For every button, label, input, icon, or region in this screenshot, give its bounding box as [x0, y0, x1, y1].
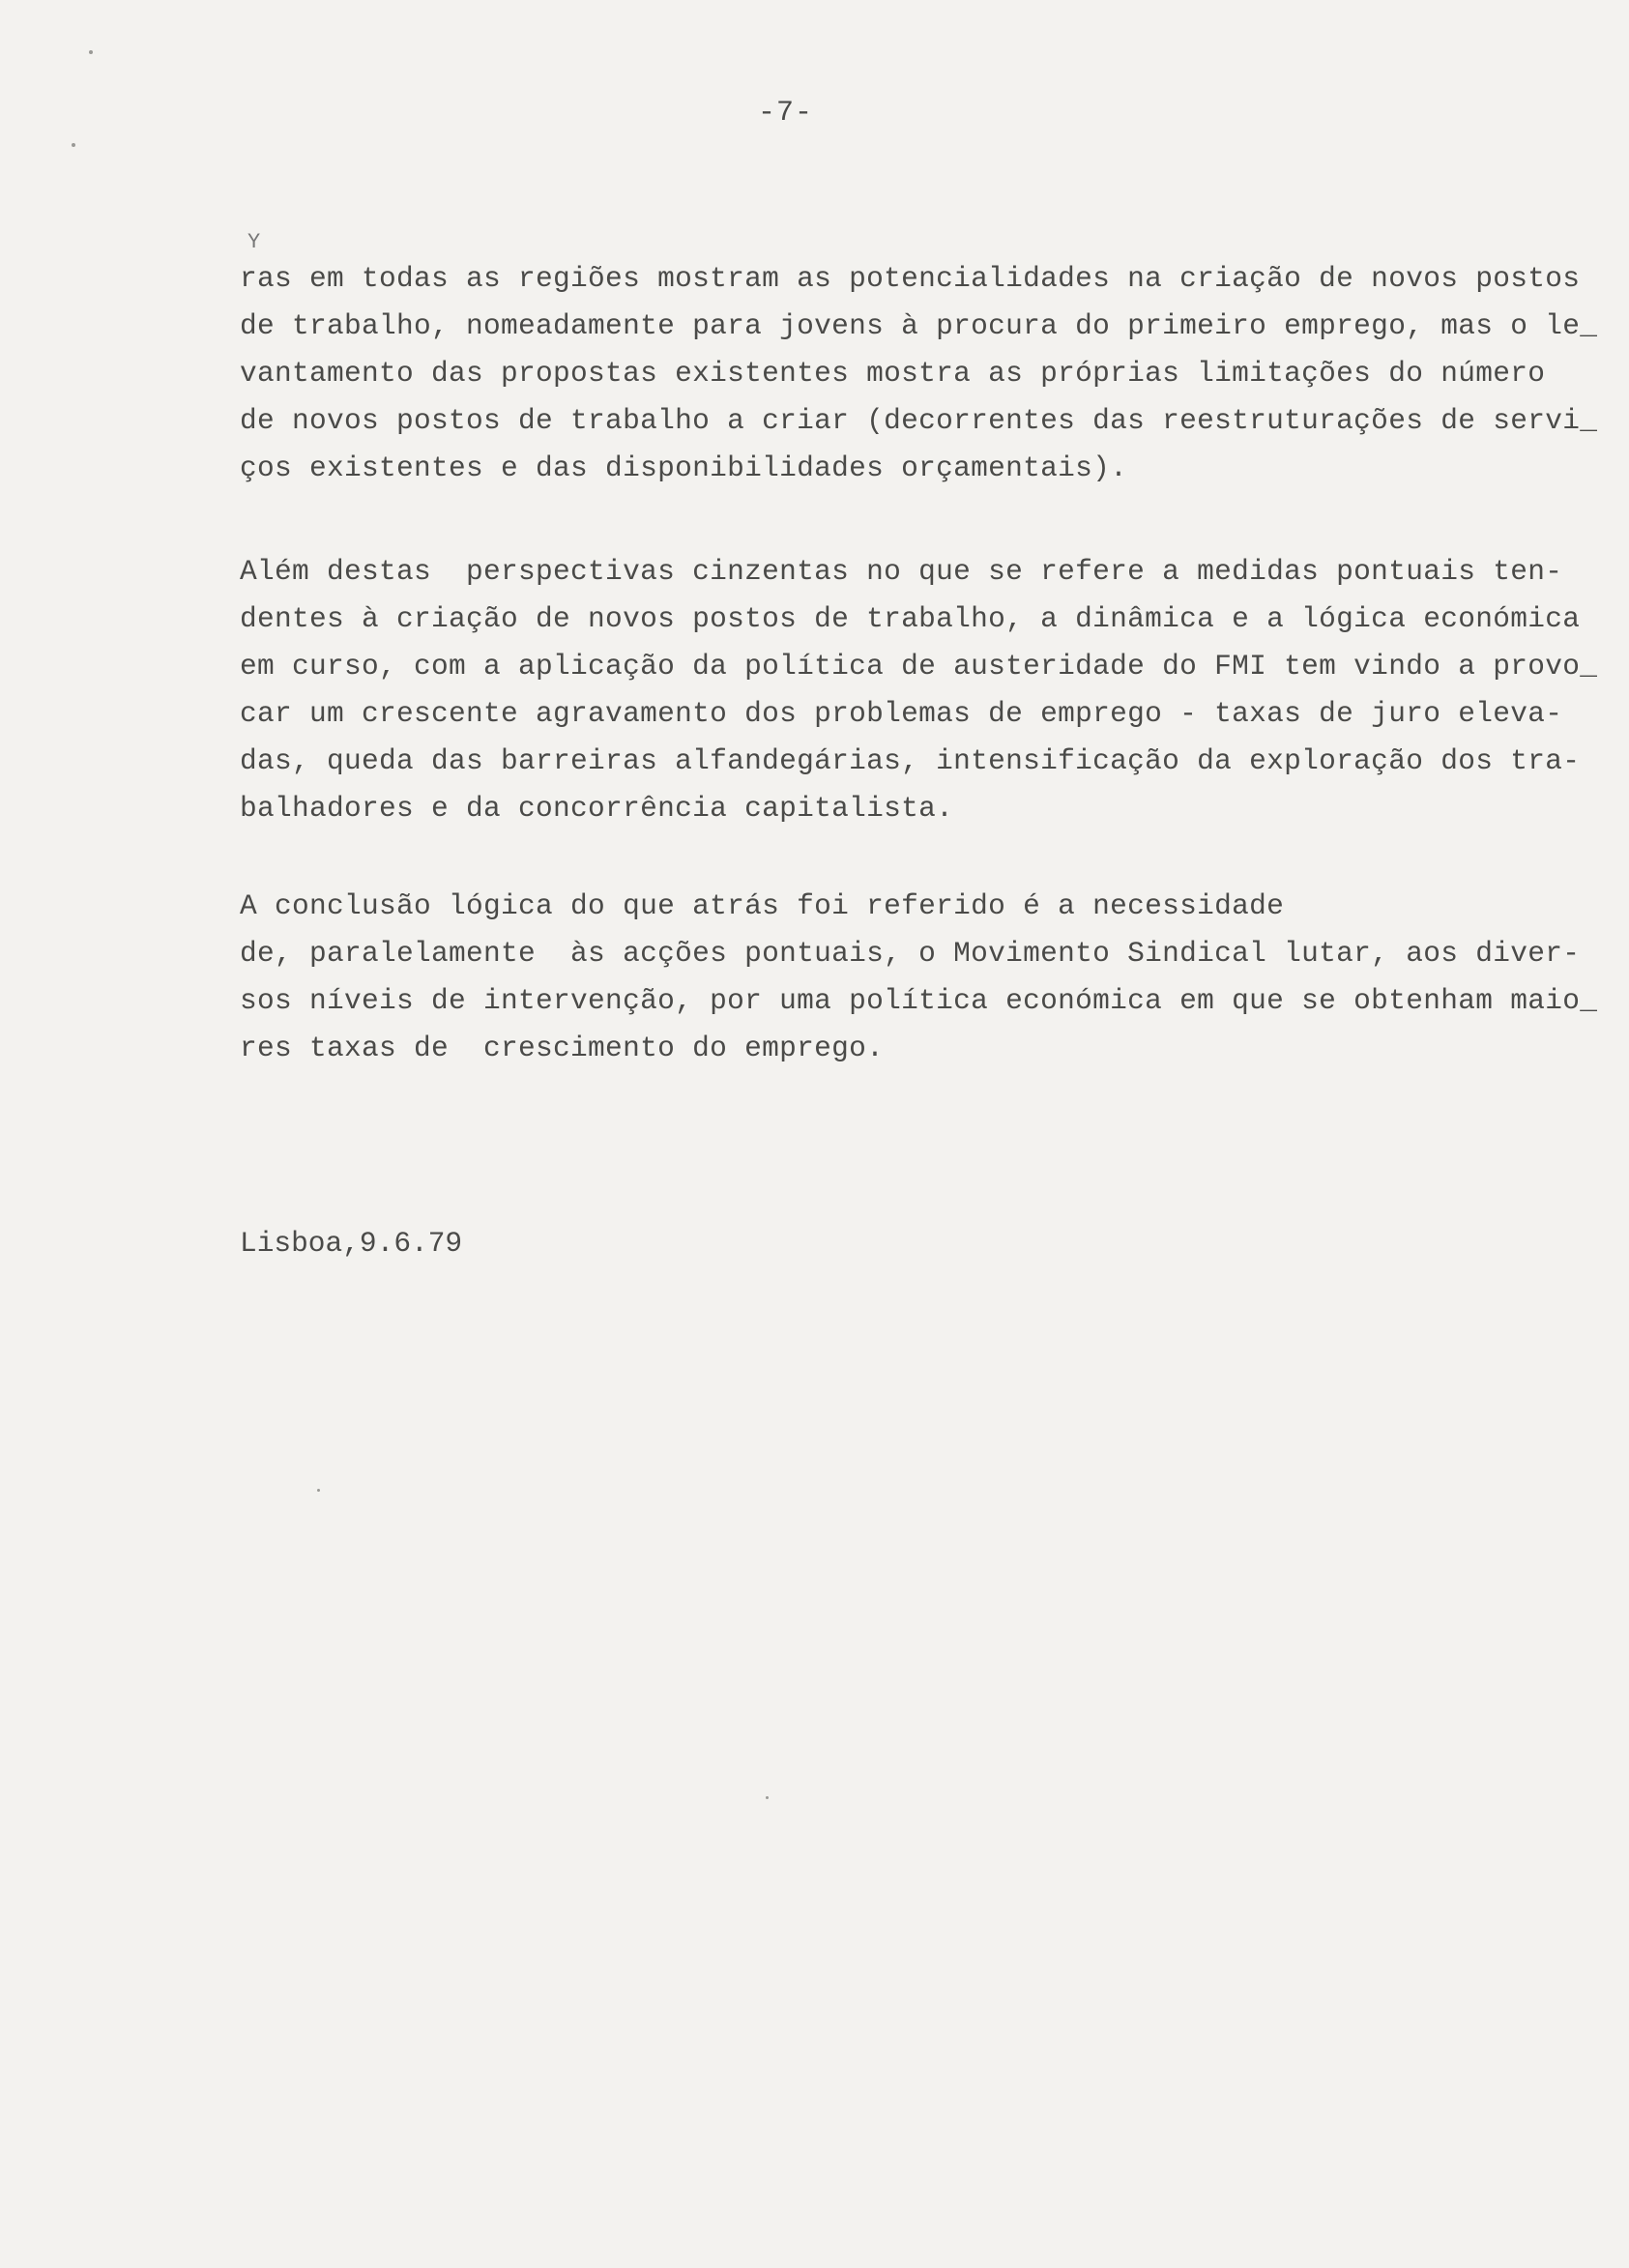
text-line: balhadores e da concorrência capitalista. — [240, 792, 954, 825]
text-line: res taxas de crescimento do emprego. — [240, 1032, 885, 1064]
paragraph — [240, 548, 1598, 832]
text-line: de trabalho, nomeadamente para jovens à procura do primeiro emprego, mas o le_ — [240, 309, 1598, 342]
text-line: A conclusão lógica do que atrás foi referido é a necessidade — [240, 889, 1285, 922]
scan-speck — [89, 50, 93, 54]
text-line: de, paralelamente às acções pontuais, o Movimento Sindical lutar, aos diver- — [240, 937, 1581, 970]
place-date: Lisboa,9.6.79 — [240, 1227, 463, 1260]
text-line: vantamento das propostas existentes mostra as próprias limitações do número — [240, 357, 1546, 390]
paragraph — [240, 255, 1598, 492]
text-line: das, queda das barreiras alfandegárias, intensificação da exploração dos tra- — [240, 744, 1581, 777]
text-line: car um crescente agravamento dos problemas de emprego - taxas de juro eleva- — [240, 697, 1563, 730]
scan-speck — [766, 1796, 769, 1799]
text-line: ras em todas as regiões mostram as potencialidades na criação de novos postos — [240, 262, 1581, 295]
text-line: dentes à criação de novos postos de trabalho, a dinâmica e a lógica económica — [240, 602, 1581, 635]
text-line: Além destas perspectivas cinzentas no que se refere a medidas pontuais ten- — [240, 555, 1563, 588]
text-line: sos níveis de intervenção, por uma política económica em que se obtenham maio_ — [240, 984, 1598, 1017]
paragraph — [240, 883, 1598, 1072]
scan-speck — [72, 143, 75, 147]
page-number: -7- — [758, 97, 814, 130]
margin-mark: Y — [247, 230, 261, 254]
text-line: de novos postos de trabalho a criar (decorrentes das reestruturações de servi_ — [240, 404, 1598, 437]
scan-speck — [317, 1489, 320, 1492]
text-line: ços existentes e das disponibilidades orçamentais). — [240, 451, 1128, 484]
text-line: em curso, com a aplicação da política de austeridade do FMI tem vindo a provo_ — [240, 650, 1598, 683]
